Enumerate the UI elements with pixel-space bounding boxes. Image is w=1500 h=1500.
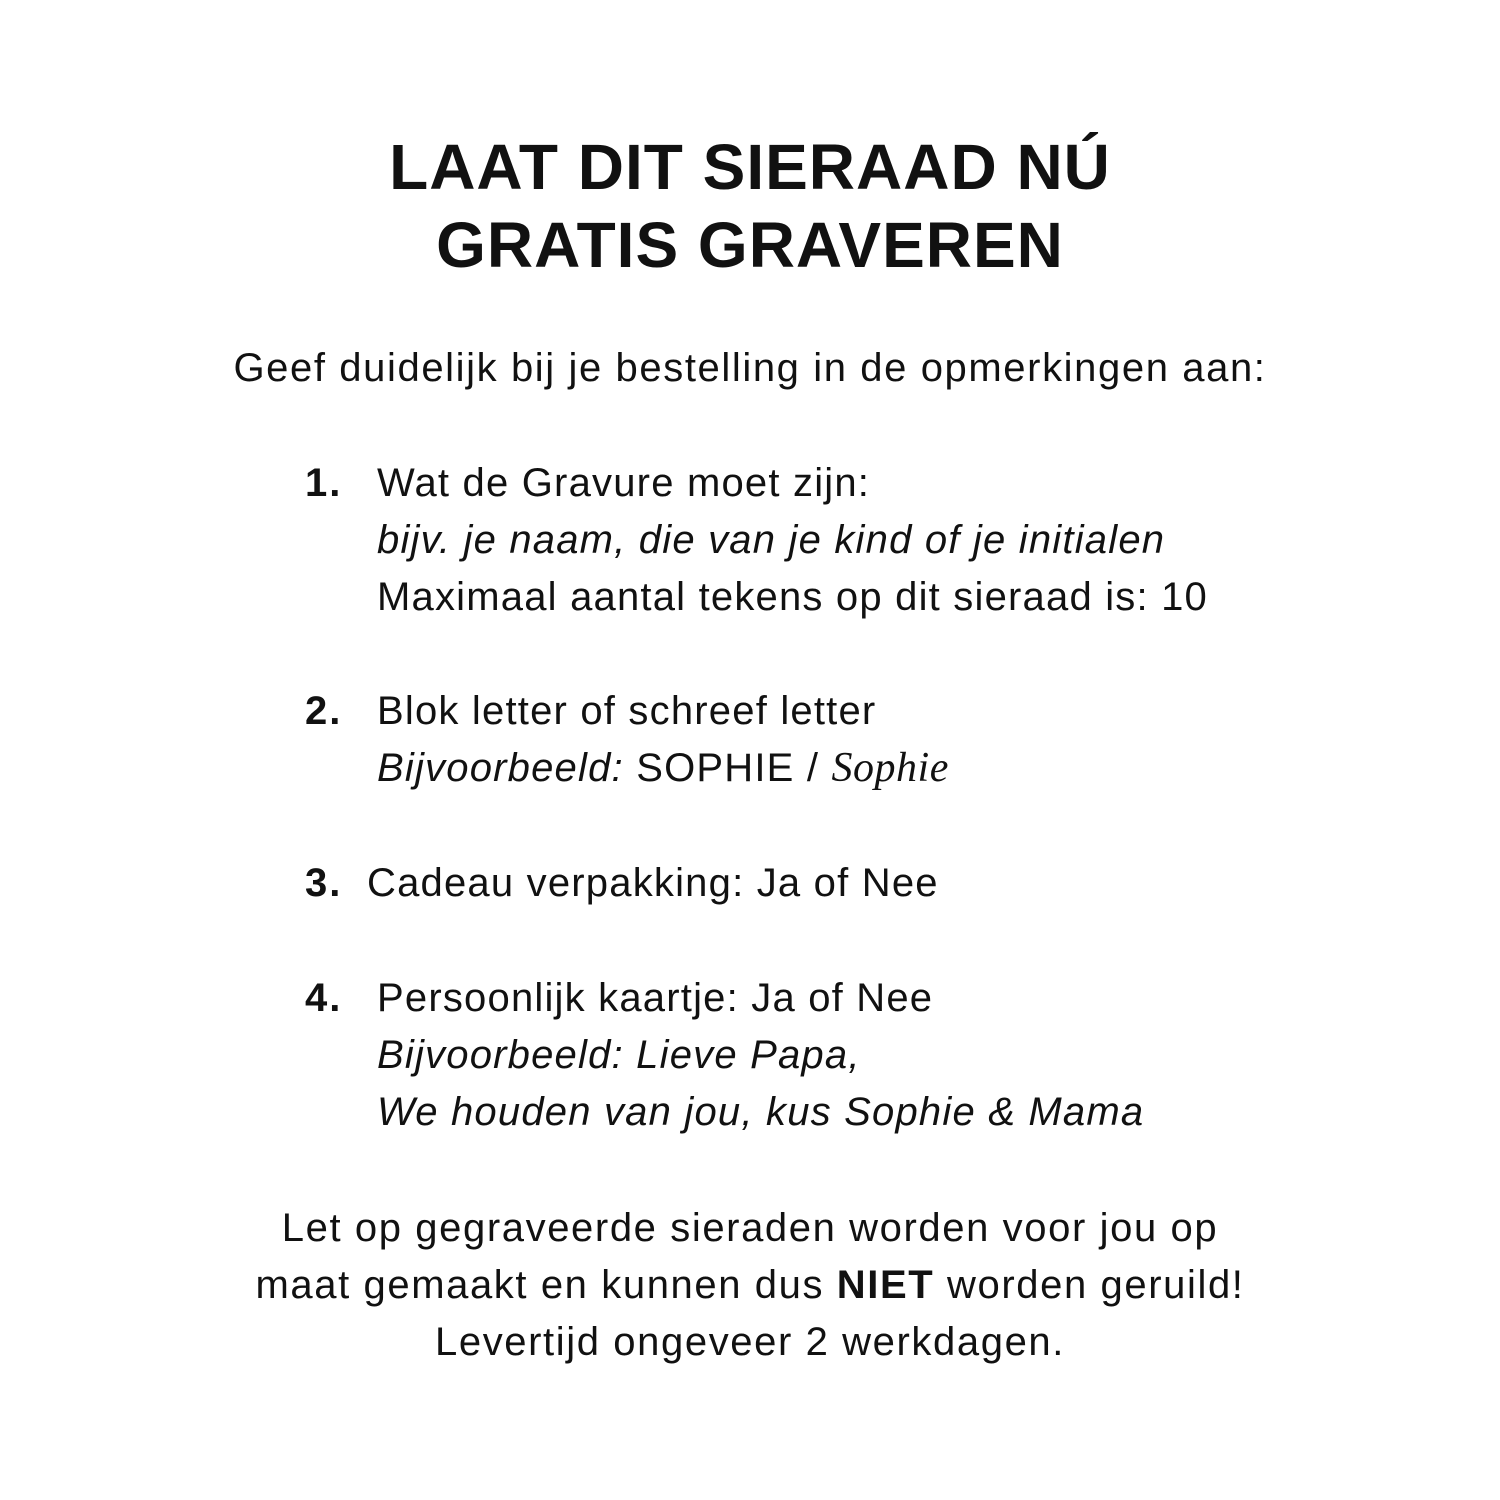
- list-item-1: [305, 455, 1208, 626]
- notice-line-1: Let op gegraveerde sieraden worden voor jou op: [281, 1206, 1219, 1250]
- list-item-2: [305, 683, 949, 797]
- font-example-line: [377, 740, 949, 797]
- notice-text: [0, 1200, 1500, 1371]
- list-item-4: [305, 970, 1144, 1141]
- item-heading: Blok letter of schreef letter: [377, 689, 877, 733]
- item-example-line-1: Bijvoorbeeld: Lieve Papa,: [377, 1033, 861, 1077]
- notice-line-2: [0, 1257, 1500, 1314]
- item-detail: Maximaal aantal tekens op dit sieraad is: 10: [377, 575, 1209, 619]
- item-heading: Persoonlijk kaartje: Ja of Nee: [377, 976, 934, 1020]
- example-label: Bijvoorbeeld:: [377, 746, 624, 790]
- list-item-3: [305, 855, 939, 912]
- notice-emphasis: NIET: [836, 1263, 935, 1307]
- item-number: 3.: [305, 861, 343, 905]
- notice-line-3: Levertijd ongeveer 2 werkdagen.: [435, 1320, 1065, 1364]
- item-number: 4.: [305, 976, 343, 1020]
- title-line-2: GRATIS GRAVEREN: [436, 209, 1064, 281]
- item-heading: Cadeau verpakking: Ja of Nee: [367, 861, 939, 905]
- intro-text: Geef duidelijk bij je bestelling in de opmerkingen aan:: [233, 346, 1267, 390]
- example-separator: /: [806, 746, 820, 790]
- title-line-1: LAAT DIT SIERAAD NÚ: [389, 131, 1111, 203]
- item-example-line-2: We houden van jou, kus Sophie & Mama: [377, 1090, 1145, 1134]
- item-number: 1.: [305, 461, 343, 505]
- item-number: 2.: [305, 689, 343, 733]
- page-title: [0, 128, 1500, 284]
- serif-letter-example: Sophie: [831, 745, 949, 791]
- notice-line-2-end: worden geruild!: [934, 1263, 1245, 1307]
- notice-line-2-start: maat gemaakt en kunnen dus: [255, 1263, 837, 1307]
- item-example: bijv. je naam, die van je kind of je initialen: [377, 518, 1166, 562]
- block-letter-example: SOPHIE: [636, 746, 795, 790]
- item-heading: Wat de Gravure moet zijn:: [377, 461, 871, 505]
